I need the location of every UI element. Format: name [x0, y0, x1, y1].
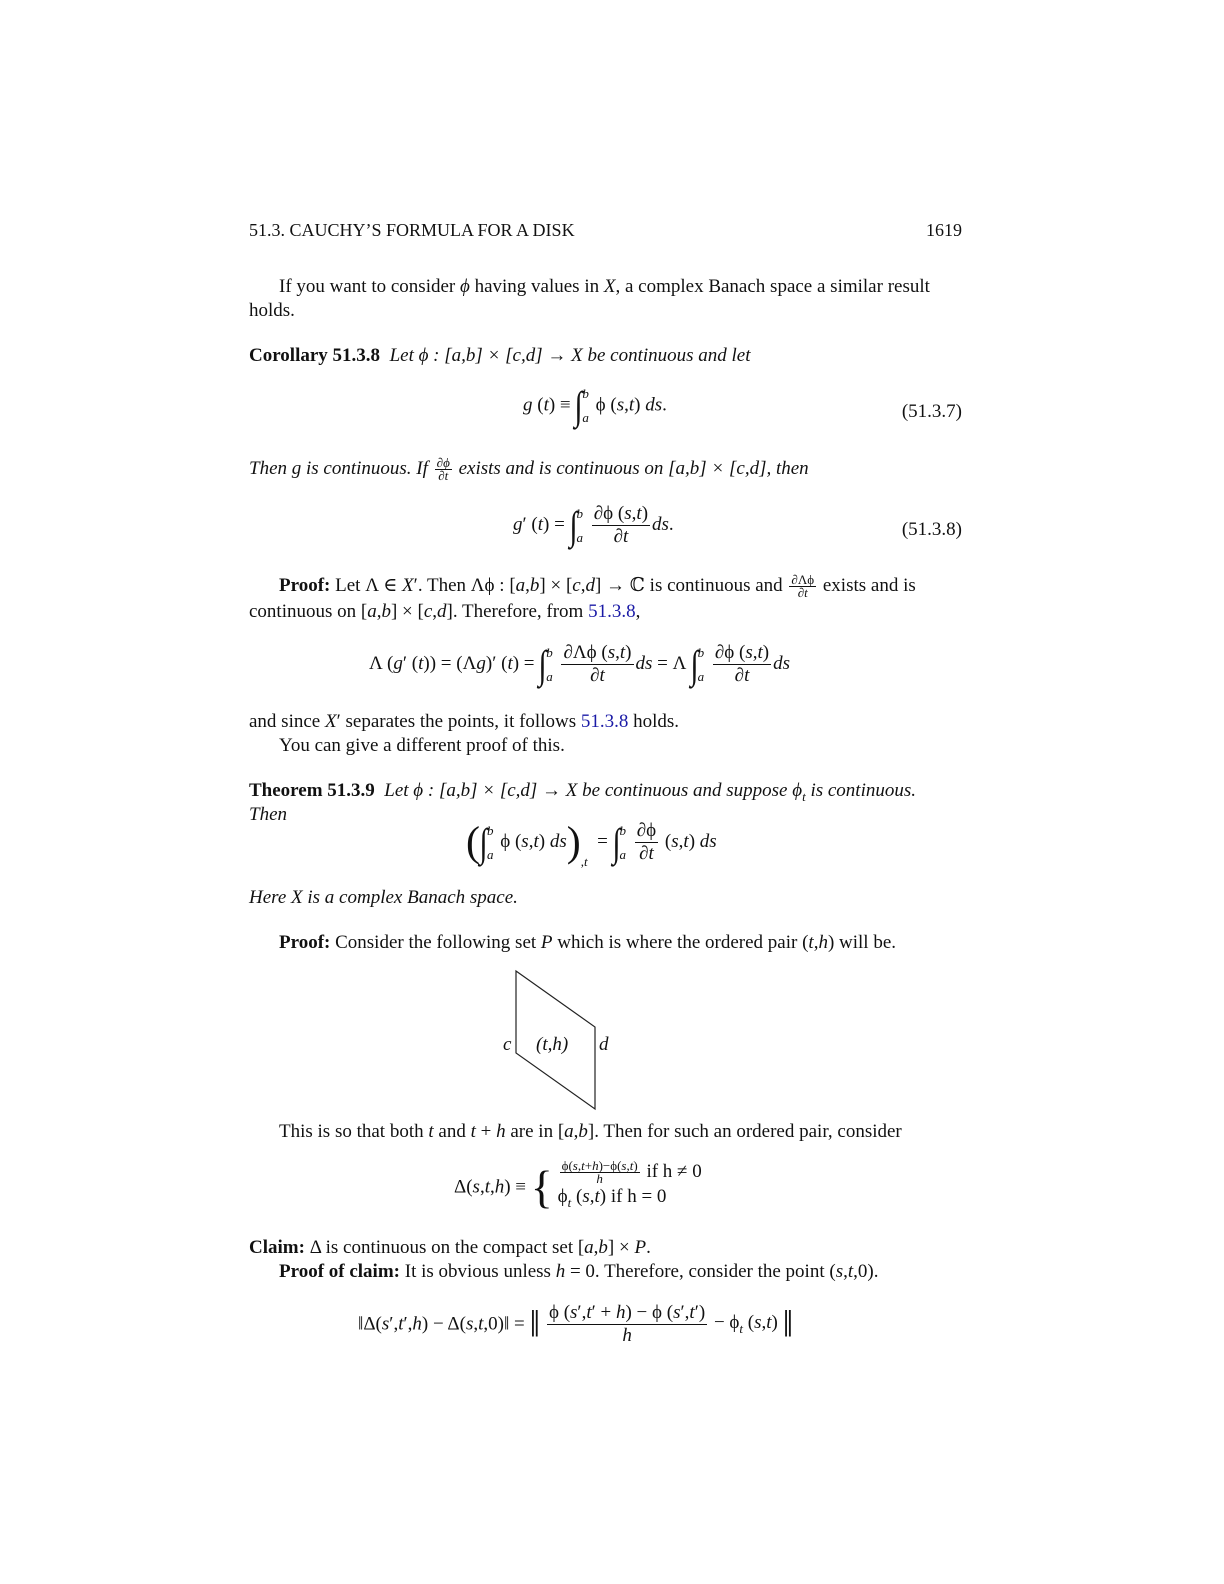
ref-51-3-8-link-2[interactable]: 51.3.8	[580, 711, 629, 732]
proof1-conclusion: and since X′ separates the points, it follows 51.3.8 holds.	[249, 711, 680, 732]
figure-label-center: (t,h)	[536, 1034, 569, 1055]
proof1-line1: Proof: Let Λ ∈ X′. Then Λϕ : [a,b] × [c,d] → ℂ is continuous and $\frac{\partial\Lambda\phi}{\partial t}$ exists and is	[279, 572, 916, 601]
figure-label-d: d	[599, 1034, 609, 1055]
corollary-statement: Corollary 51.3.8 Let ϕ : [a,b] × [c,d] → X be continuous and let	[249, 345, 751, 366]
corollary-then-line: Then g is continuous. If $\frac{\partial\phi}{\partial t}$ exists and is continuous on [a,b] × [c,d], then	[249, 455, 809, 483]
ref-51-3-8-link[interactable]: 51.3.8	[588, 601, 636, 622]
equation-norm: ‖Δ(s′,t′,h) − Δ(s,t,0)‖ = ‖ $\frac{\phi (s',t' + h) - \phi (s',t')}{h}$ − $\phi_t$ (s,t) ‖	[358, 1302, 794, 1346]
intro-paragraph-line1: If you want to consider ϕ having values in X, a complex Banach space a similar result	[279, 276, 930, 297]
intro-paragraph-line2: holds.	[249, 300, 295, 321]
running-header: 51.3. CAUCHY’S FORMULA FOR A DISK	[249, 220, 575, 240]
page-number: 1619	[926, 220, 962, 240]
theorem-then: Then	[249, 804, 287, 825]
figure-label-c: c	[503, 1034, 512, 1055]
different-proof-note: You can give a different proof of this.	[279, 735, 565, 756]
equation-delta-def: Δ(s,t,h) ≡ { $\frac{\phi(s,t+h)-\phi(s,t)}{h}$ if h ≠ 0 $\phi_t$ (s,t) if h = 0	[454, 1158, 702, 1213]
equation-number-1: (51.3.7)	[901, 401, 962, 422]
claim-line: Claim: Δ is continuous on the compact set [a,b] × P.	[249, 1237, 651, 1258]
proof2-so-line: This is so that both t and t + h are in [a,b]. Then for such an ordered pair, consider	[279, 1121, 902, 1142]
equation-g-prime: g′ (t) = ∫ b a $\frac{\partial\phi (s,t)}{\partial t}$ ds.	[513, 502, 674, 548]
proof1-line2: continuous on [a,b] × [c,d]. Therefore, from 51.3.8,	[249, 601, 641, 622]
proof2-line1: Proof: Consider the following set P which is where the ordered pair (t,h) will be.	[279, 932, 897, 953]
equation-number-2: (51.3.8)	[901, 519, 962, 540]
equation-g: g (t) ≡ ∫ b a ϕ (s,t) ds.	[523, 383, 667, 428]
equation-lambda: Λ (g′ (t)) = (Λg)′ (t) = ∫ b a $\frac{\partial\Lambda\phi (s,t)}{\partial t}$ ds = Λ ∫ b a $\frac{\partial\phi (s,t)}{\partial t}$ ds	[369, 641, 791, 687]
equation-theorem: (∫ b a ϕ (s,t) $ds)_{,t}$ = ∫ b a $\frac{\partial\phi}{\partial t}$ (s,t) ds	[466, 819, 717, 869]
theorem-statement: Theorem 51.3.9 Let ϕ : [a,b] × [c,d] → X be continuous and suppose $\phi_t$ is continuous.	[249, 780, 916, 804]
proof-of-claim-line: Proof of claim: It is obvious unless h = 0. Therefore, consider the point (s,t,0).	[279, 1261, 879, 1282]
theorem-banach-note: Here X is a complex Banach space.	[249, 887, 518, 908]
